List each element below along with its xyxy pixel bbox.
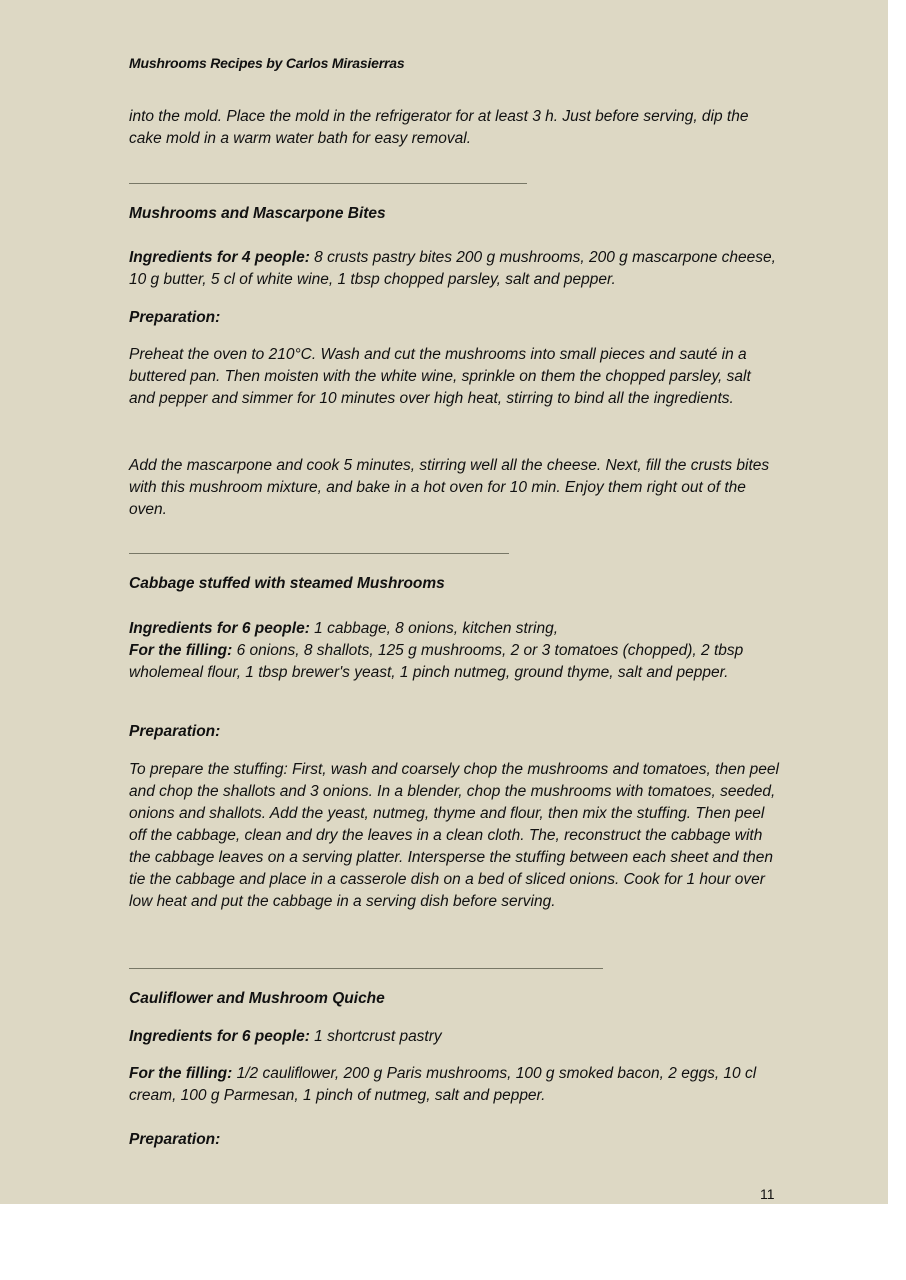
intro-paragraph: into the mold. Place the mold in the refrigerator for at least 3 h. Just before serving, dip the cake mold in a warm water bath for easy removal. (129, 108, 749, 147)
filling-text: 1/2 cauliflower, 200 g Paris mushrooms, 100 g smoked bacon, 2 eggs, 10 cl cream, 100 g Parmesan, 1 pinch of nutmeg, salt and pepper. (129, 1065, 757, 1104)
preparation-label: Preparation: (129, 309, 221, 326)
preparation-paragraph: Add the mascarpone and cook 5 minutes, stirring well all the cheese. Next, fill the crusts bites with this mushroom mixture, and bake in a hot oven for 10 min. Enjoy them right out of the oven. (129, 457, 770, 518)
filling-text: 6 onions, 8 shallots, 125 g mushrooms, 2 or 3 tomatoes (chopped), 2 tbsp wholemeal flour, 1 tbsp brewer's yeast, 1 pinch nutmeg, ground thyme, salt and pepper. (129, 642, 744, 681)
preparation-label: Preparation: (129, 723, 221, 740)
ingredients-text: 1 shortcrust pastry (309, 1028, 442, 1045)
preparation-label: Preparation: (129, 1131, 221, 1148)
filling-label: For the filling: (129, 1065, 233, 1082)
ingredients-paragraph (129, 618, 779, 684)
recipe-title: Cauliflower and Mushroom Quiche (129, 990, 385, 1007)
recipe-title: Cabbage stuffed with steamed Mushrooms (129, 575, 445, 592)
section-divider (129, 183, 527, 184)
ingredients-label: Ingredients for 6 people: (129, 1028, 310, 1045)
ingredients-text: 1 cabbage, 8 onions, kitchen string, (309, 620, 559, 637)
page-number: 11 (760, 1186, 775, 1202)
ingredients-paragraph (129, 247, 779, 291)
ingredients-label: Ingredients for 4 people: (129, 249, 310, 266)
ingredients-text: 8 crusts pastry bites 200 g mushrooms, 200 g mascarpone cheese, 10 g butter, 5 cl of white wine, 1 tbsp chopped parsley, salt and pepper. (129, 249, 776, 288)
running-header: Mushrooms Recipes by Carlos Mirasierras (129, 55, 405, 71)
ingredients-label: Ingredients for 6 people: (129, 620, 310, 637)
ingredients-paragraph (129, 1026, 779, 1048)
recipe-title: Mushrooms and Mascarpone Bites (129, 205, 386, 222)
section-divider (129, 553, 509, 554)
preparation-paragraph: To prepare the stuffing: First, wash and coarsely chop the mushrooms and tomatoes, then peel and chop the shallots and 3 onions. In a blender, chop the mushrooms with tomatoes, seeded, onions and shallots. Add the yeast, nutmeg, thyme and flour, then mix the stuffing. Then peel off the cabbage, clean and dry the leaves in a clean cloth. The, reconstruct the cabbage with the cabbage leaves on a serving platter. Intersperse the stuffing between each sheet and then tie the cabbage and place in a casserole dish on a bed of sliced onions. Cook for 1 hour over low heat and put the cabbage in a serving dish before serving. (129, 761, 779, 910)
section-divider (129, 968, 603, 969)
filling-paragraph (129, 1063, 779, 1107)
preparation-paragraph: Preheat the oven to 210°C. Wash and cut the mushrooms into small pieces and sauté in a buttered pan. Then moisten with the white wine, sprinkle on them the chopped parsley, salt and pepper and simmer for 10 minutes over high heat, stirring to bind all the ingredients. (129, 346, 751, 407)
filling-label: For the filling: (129, 642, 233, 659)
